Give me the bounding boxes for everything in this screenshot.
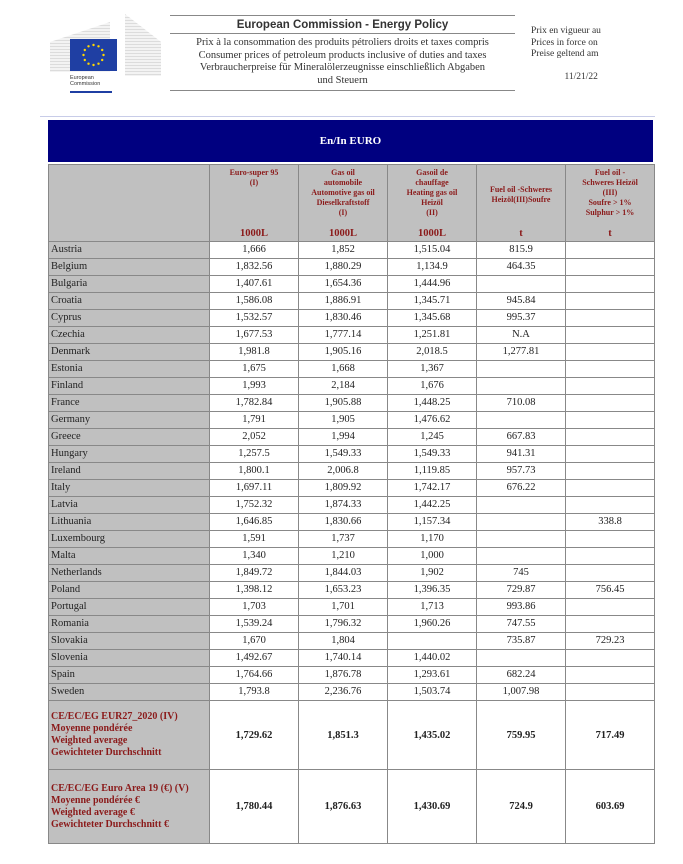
price-cell: 1,407.61: [210, 276, 299, 293]
price-cell: 1,777.14: [299, 327, 388, 344]
price-cell: [477, 378, 566, 395]
price-cell: 1,448.25: [388, 395, 477, 412]
price-cell: [566, 446, 655, 463]
price-cell: [566, 395, 655, 412]
price-cell: 2,052: [210, 429, 299, 446]
country-name: Germany: [49, 412, 210, 429]
price-cell: [477, 548, 566, 565]
price-cell: 1,905.88: [299, 395, 388, 412]
price-cell: 1,532.57: [210, 310, 299, 327]
price-cell: 1,668: [299, 361, 388, 378]
subtitle-de: Verbraucherpreise für Mineralölerzeugnisse einschließlich Abgaben: [199, 62, 486, 73]
price-cell: [477, 276, 566, 293]
column-header-fuel-oil-low-sulphur: Fuel oil -Schweres Heizöl(III)Soufre t: [477, 165, 566, 242]
country-name: Hungary: [49, 446, 210, 463]
weighted-average-value: 1,851.3: [299, 701, 388, 770]
price-cell: [566, 497, 655, 514]
country-name: Finland: [49, 378, 210, 395]
table-row: [49, 565, 655, 582]
unit-label: 1000L: [239, 228, 268, 239]
country-name: Poland: [49, 582, 210, 599]
country-name: Netherlands: [49, 565, 210, 582]
price-cell: [566, 259, 655, 276]
price-cell: [388, 633, 477, 650]
price-cell: 1,345.71: [388, 293, 477, 310]
table-row: [49, 514, 655, 531]
price-cell: 1,245: [388, 429, 477, 446]
price-cell: 945.84: [477, 293, 566, 310]
price-cell: 1,591: [210, 531, 299, 548]
price-cell: 1,740.14: [299, 650, 388, 667]
in-force-label-en: Prices in force on: [531, 37, 598, 48]
price-cell: 756.45: [566, 582, 655, 599]
price-cell: 815.9: [477, 242, 566, 259]
price-cell: 1,442.25: [388, 497, 477, 514]
price-cell: 1,666: [210, 242, 299, 259]
price-cell: 1,251.81: [388, 327, 477, 344]
weighted-average-value: 759.95: [477, 701, 566, 770]
price-cell: [566, 242, 655, 259]
price-cell: 1,539.24: [210, 616, 299, 633]
price-cell: 1,809.92: [299, 480, 388, 497]
price-cell: 1,832.56: [210, 259, 299, 276]
weighted-average-label: CE/EC/EG EUR27_2020 (IV) Moyenne pondérée Weighted average Gewichteter Durchschnitt: [49, 701, 210, 770]
table-row: [49, 463, 655, 480]
price-cell: 1,701: [299, 599, 388, 616]
price-cell: [566, 565, 655, 582]
eu-flag-icon: [70, 39, 117, 71]
price-cell: [566, 667, 655, 684]
country-name: Denmark: [49, 344, 210, 361]
table-row: [49, 531, 655, 548]
price-cell: 1,257.5: [210, 446, 299, 463]
country-name: Slovenia: [49, 650, 210, 667]
table-row: [49, 327, 655, 344]
price-cell: 2,184: [299, 378, 388, 395]
weighted-average-row: [49, 701, 655, 770]
page-title: European Commission - Energy Policy: [236, 19, 449, 31]
price-cell: 1,994: [299, 429, 388, 446]
logo-underline: [70, 91, 112, 93]
country-name: Croatia: [49, 293, 210, 310]
price-cell: 1,905: [299, 412, 388, 429]
price-cell: 1,119.85: [388, 463, 477, 480]
price-cell: 682.24: [477, 667, 566, 684]
table-row: [49, 446, 655, 463]
currency-banner: En/In EURO: [48, 120, 653, 162]
country-name: Belgium: [49, 259, 210, 276]
price-cell: 1,830.46: [299, 310, 388, 327]
price-cell: 1,902: [388, 565, 477, 582]
table-row: [49, 310, 655, 327]
price-cell: 957.73: [477, 463, 566, 480]
price-cell: 1,849.72: [210, 565, 299, 582]
price-cell: [566, 378, 655, 395]
country-name: Slovakia: [49, 633, 210, 650]
price-cell: 2,236.76: [299, 684, 388, 701]
header-blank-cell: [49, 165, 210, 242]
price-cell: 1,345.68: [388, 310, 477, 327]
price-cell: 710.08: [477, 395, 566, 412]
country-name: Ireland: [49, 463, 210, 480]
price-cell: 745: [477, 565, 566, 582]
price-cell: 1,880.29: [299, 259, 388, 276]
price-cell: [566, 531, 655, 548]
in-force-label-fr: Prix en vigueur au: [531, 26, 601, 36]
column-header-heating-gas-oil: Gasoil de chauffage Heating gas oil Heizöl (II) 1000L: [388, 165, 477, 242]
price-cell: 2,006.8: [299, 463, 388, 480]
table-row: [49, 412, 655, 429]
table-row: [49, 633, 655, 650]
price-cell: 338.8: [566, 514, 655, 531]
country-name: Latvia: [49, 497, 210, 514]
price-cell: 1,134.9: [388, 259, 477, 276]
weighted-average-value: 724.9: [477, 770, 566, 844]
price-cell: [566, 276, 655, 293]
price-cell: [566, 310, 655, 327]
country-name: Sweden: [49, 684, 210, 701]
price-cell: 729.87: [477, 582, 566, 599]
divider: [170, 90, 515, 91]
price-cell: [477, 412, 566, 429]
table-row: [49, 259, 655, 276]
country-name: Cyprus: [49, 310, 210, 327]
weighted-average-value: 1,430.69: [388, 770, 477, 844]
country-name: Lithuania: [49, 514, 210, 531]
document-header: [170, 15, 515, 91]
weighted-average-label: CE/EC/EG Euro Area 19 (€) (V) Moyenne pondérée € Weighted average € Gewichteter Durchschnitt €: [49, 770, 210, 844]
country-name: Greece: [49, 429, 210, 446]
price-cell: [566, 480, 655, 497]
table-row: [49, 480, 655, 497]
price-cell: [566, 650, 655, 667]
price-cell: 1,791: [210, 412, 299, 429]
price-date: 11/21/22: [564, 71, 598, 82]
price-cell: 1,742.17: [388, 480, 477, 497]
unit-label: t: [608, 228, 612, 239]
price-cell: 1,157.34: [388, 514, 477, 531]
logo-text: European Commission: [70, 75, 101, 87]
price-cell: 1,981.8: [210, 344, 299, 361]
weighted-average-value: 603.69: [566, 770, 655, 844]
table-row: [49, 684, 655, 701]
weighted-average-value: 1,780.44: [210, 770, 299, 844]
table-row: [49, 616, 655, 633]
price-cell: 1,000: [388, 548, 477, 565]
country-name: Austria: [49, 242, 210, 259]
prices-in-force: [531, 26, 601, 83]
weighted-average-value: 1,729.62: [210, 701, 299, 770]
price-cell: 1,793.8: [210, 684, 299, 701]
price-cell: 1,340: [210, 548, 299, 565]
country-name: Spain: [49, 667, 210, 684]
table-row: [49, 582, 655, 599]
price-cell: 1,586.08: [210, 293, 299, 310]
price-cell: 747.55: [477, 616, 566, 633]
table-row: [49, 599, 655, 616]
divider: [40, 116, 655, 117]
table-row: [49, 395, 655, 412]
price-cell: 1,646.85: [210, 514, 299, 531]
price-cell: 1,444.96: [388, 276, 477, 293]
price-cell: 1,852: [299, 242, 388, 259]
table-header-row: [49, 165, 655, 242]
price-cell: 1,549.33: [388, 446, 477, 463]
price-cell: [566, 344, 655, 361]
price-cell: 1,993: [210, 378, 299, 395]
price-cell: 1,210: [299, 548, 388, 565]
table-row: [49, 276, 655, 293]
price-cell: 1,396.35: [388, 582, 477, 599]
price-cell: 1,170: [388, 531, 477, 548]
price-cell: 1,367: [388, 361, 477, 378]
table-row: [49, 242, 655, 259]
price-cell: 2,018.5: [388, 344, 477, 361]
page-subtitle: [170, 34, 515, 90]
price-cell: 1,670: [210, 633, 299, 650]
price-cell: 1,796.32: [299, 616, 388, 633]
unit-label: 1000L: [417, 228, 446, 239]
price-cell: [566, 616, 655, 633]
price-cell: [566, 327, 655, 344]
price-cell: 1,960.26: [388, 616, 477, 633]
price-cell: [566, 463, 655, 480]
price-cell: 1,503.74: [388, 684, 477, 701]
prices-table: [48, 164, 655, 844]
price-cell: 1,398.12: [210, 582, 299, 599]
unit-label: 1000L: [328, 228, 357, 239]
subtitle-en: Consumer prices of petroleum products inclusive of duties and taxes: [198, 49, 487, 61]
country-name: Bulgaria: [49, 276, 210, 293]
unit-label: t: [519, 228, 523, 239]
price-cell: 735.87: [477, 633, 566, 650]
price-cell: 1,703: [210, 599, 299, 616]
price-cell: 1,653.23: [299, 582, 388, 599]
price-cell: 1,713: [388, 599, 477, 616]
price-cell: 1,804: [299, 633, 388, 650]
column-header-automotive-gas-oil: Gas oil automobile Automotive gas oil Dieselkraftstoff (I) 1000L: [299, 165, 388, 242]
price-cell: 1,764.66: [210, 667, 299, 684]
price-cell: [477, 650, 566, 667]
price-cell: 464.35: [477, 259, 566, 276]
table-row: [49, 429, 655, 446]
country-name: Italy: [49, 480, 210, 497]
building-graphic-right: [125, 14, 161, 76]
table-row: [49, 548, 655, 565]
price-cell: [566, 429, 655, 446]
price-cell: 1,876.78: [299, 667, 388, 684]
subtitle-fr: Prix à la consommation des produits pétroliers droits et taxes compris: [196, 37, 489, 48]
price-cell: 1,675: [210, 361, 299, 378]
in-force-label-de: Preise geltend am: [531, 49, 599, 59]
price-cell: 667.83: [477, 429, 566, 446]
price-cell: 1,782.84: [210, 395, 299, 412]
price-cell: 1,800.1: [210, 463, 299, 480]
weighted-average-value: 717.49: [566, 701, 655, 770]
weighted-average-value: 1,435.02: [388, 701, 477, 770]
price-cell: [566, 548, 655, 565]
european-commission-logo: [50, 14, 162, 94]
column-header-fuel-oil-high-sulphur: Fuel oil - Schweres Heizöl (III) Soufre > 1% Sulphur > 1% t: [566, 165, 655, 242]
country-name: Luxembourg: [49, 531, 210, 548]
price-cell: 1,886.91: [299, 293, 388, 310]
price-cell: N.A: [477, 327, 566, 344]
table-row: [49, 650, 655, 667]
price-cell: [566, 293, 655, 310]
price-cell: [566, 599, 655, 616]
price-cell: 995.37: [477, 310, 566, 327]
price-cell: 1,874.33: [299, 497, 388, 514]
price-cell: 1,007.98: [477, 684, 566, 701]
subtitle-de-cont: und Steuern: [317, 74, 368, 86]
price-cell: 1,476.62: [388, 412, 477, 429]
table-row: [49, 497, 655, 514]
price-cell: 1,830.66: [299, 514, 388, 531]
price-cell: 676.22: [477, 480, 566, 497]
price-cell: [477, 531, 566, 548]
price-cell: 1,654.36: [299, 276, 388, 293]
country-name: Czechia: [49, 327, 210, 344]
column-header-euro-super-95: Euro-super 95 (I) 1000L: [210, 165, 299, 242]
table-row: [49, 344, 655, 361]
price-cell: 993.86: [477, 599, 566, 616]
price-cell: [566, 361, 655, 378]
price-cell: 1,697.11: [210, 480, 299, 497]
price-cell: [566, 412, 655, 429]
price-cell: 1,752.32: [210, 497, 299, 514]
price-cell: 1,515.04: [388, 242, 477, 259]
price-cell: [477, 514, 566, 531]
price-cell: [566, 684, 655, 701]
price-cell: 1,549.33: [299, 446, 388, 463]
price-cell: 1,844.03: [299, 565, 388, 582]
price-cell: 1,440.02: [388, 650, 477, 667]
price-cell: 1,492.67: [210, 650, 299, 667]
price-cell: 1,905.16: [299, 344, 388, 361]
price-cell: 729.23: [566, 633, 655, 650]
table-row: [49, 293, 655, 310]
price-cell: 1,277.81: [477, 344, 566, 361]
table-row: [49, 378, 655, 395]
weighted-average-value: 1,876.63: [299, 770, 388, 844]
price-cell: 1,293.61: [388, 667, 477, 684]
price-cell: [477, 361, 566, 378]
price-cell: [477, 497, 566, 514]
country-name: Romania: [49, 616, 210, 633]
country-name: Portugal: [49, 599, 210, 616]
price-cell: 1,676: [388, 378, 477, 395]
price-cell: 941.31: [477, 446, 566, 463]
country-name: Malta: [49, 548, 210, 565]
table-row: [49, 361, 655, 378]
price-cell: 1,737: [299, 531, 388, 548]
country-name: Estonia: [49, 361, 210, 378]
country-name: France: [49, 395, 210, 412]
price-cell: 1,677.53: [210, 327, 299, 344]
table-row: [49, 667, 655, 684]
weighted-average-row: [49, 770, 655, 844]
